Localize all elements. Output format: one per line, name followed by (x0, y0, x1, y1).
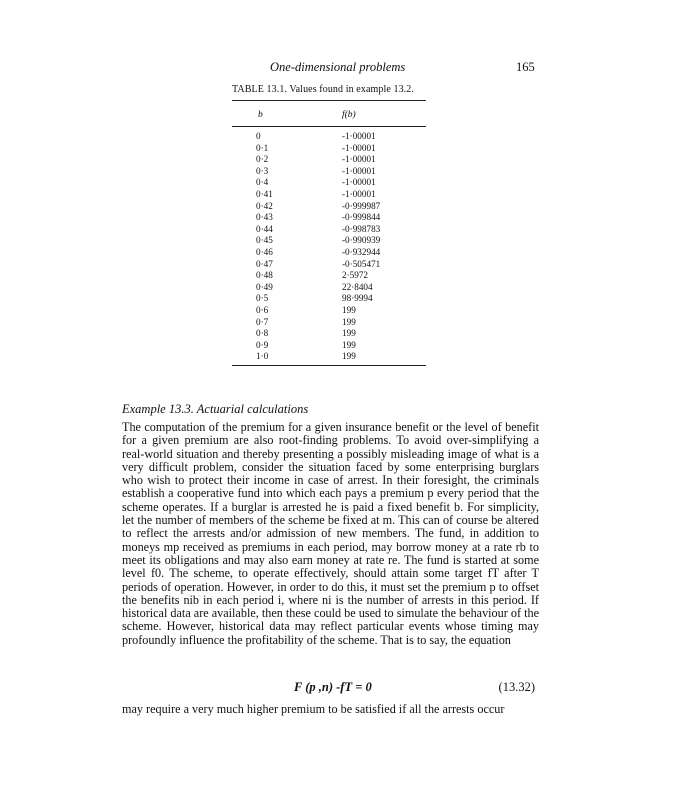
cell-b: 0·7 (256, 316, 269, 327)
table-row (232, 293, 426, 305)
cell-fb: 199 (342, 339, 356, 350)
cell-fb: -0·999987 (342, 200, 381, 211)
cell-b: 1·0 (256, 351, 269, 362)
col-header-b: b (258, 110, 263, 120)
cell-b: 0·4 (256, 177, 269, 188)
cell-fb: 199 (342, 328, 356, 339)
cell-fb: -1·00001 (342, 154, 376, 165)
cell-b: 0·8 (256, 328, 269, 339)
cell-b: 0·48 (256, 270, 273, 281)
closing-text: may require a very much higher premium to be satisfied if all the arrests occur (122, 702, 505, 716)
cell-fb: -0·998783 (342, 223, 381, 234)
table-row (232, 189, 426, 201)
cell-fb: -1·00001 (342, 165, 376, 176)
cell-b: 0·41 (256, 188, 273, 199)
cell-fb: -1·00001 (342, 188, 376, 199)
cell-b: 0·49 (256, 281, 273, 292)
cell-fb: -0·932944 (342, 246, 381, 257)
cell-fb: -1·00001 (342, 131, 376, 141)
table-caption: TABLE 13.1. Values found in example 13.2. (232, 84, 414, 95)
cell-fb: -1·00001 (342, 177, 376, 188)
cell-fb: 22·8404 (342, 281, 373, 292)
table-row (232, 351, 426, 363)
cell-fb: -0·999844 (342, 212, 381, 223)
cell-b: 0·1 (256, 142, 269, 153)
table-row (232, 247, 426, 259)
cell-b: 0·5 (256, 293, 269, 304)
cell-b: 0 (256, 131, 261, 141)
table-row (232, 224, 426, 236)
table-row (232, 282, 426, 294)
table-header (232, 101, 426, 126)
page-number: 165 (516, 60, 535, 74)
running-head (0, 60, 687, 78)
table-row (232, 317, 426, 329)
table-row (232, 154, 426, 166)
table-row (232, 305, 426, 317)
cell-b: 0·43 (256, 212, 273, 223)
table-row (232, 131, 426, 143)
table-row (232, 235, 426, 247)
cell-fb: 199 (342, 304, 356, 315)
table-row (232, 143, 426, 155)
cell-b: 0·45 (256, 235, 273, 246)
cell-b: 0·9 (256, 339, 269, 350)
equation-expression: F (p ,n) -fT = 0 (294, 680, 372, 694)
table-row (232, 201, 426, 213)
table-row (232, 166, 426, 178)
col-header-fb: f(b) (342, 110, 356, 120)
running-title: One-dimensional problems (270, 60, 406, 74)
cell-fb: 98·9994 (342, 293, 373, 304)
example-paragraph (122, 421, 539, 647)
table-bottom-rule (232, 365, 426, 366)
cell-fb: 199 (342, 316, 356, 327)
cell-b: 0·6 (256, 304, 269, 315)
equation-number: (13.32) (498, 680, 535, 694)
table-row (232, 259, 426, 271)
table-row (232, 340, 426, 352)
cell-fb: 199 (342, 351, 356, 362)
cell-fb: -1·00001 (342, 142, 376, 153)
table-row (232, 328, 426, 340)
table-row (232, 177, 426, 189)
example-title: Example 13.3. Actuarial calculations (122, 402, 309, 416)
cell-b: 0·47 (256, 258, 273, 269)
cell-fb: -0·990939 (342, 235, 381, 246)
cell-b: 0·46 (256, 246, 273, 257)
cell-fb: -0·505471 (342, 258, 381, 269)
cell-b: 0·3 (256, 165, 269, 176)
cell-b: 0·44 (256, 223, 273, 234)
cell-b: 0·2 (256, 154, 269, 165)
paragraph-text: The computation of the premium for a given insurance benefit or the level of benefit for a given premium are also root-finding problems. To avoid over-simplifying a real-world situation and thereby presenting a possibly misleading image of what is a very difficult problem, consider the situation faced by some enterprising burglars who wish to protect their income in case of arrest. In their foresight, the criminals establish a cooperative fund into which each pays a premium p every period that the scheme operates. If a burglar is arrested he is paid a fixed benefit b. For simplicity, let the number of members of the scheme be fixed at m. This can of course be altered to reflect the arrests and/or admission of new members. The fund, in addition to moneys mp received as premiums in each period, may borrow money at a rate rb to meet its obligations and may also earn money at rate re. The fund is started at some level f0. The scheme, to operate effectively, should attain some target fT after T periods of operation. However, in order to do this, it must set the premium p to offset the benefits nib in each period i, where ni is the number of arrests in this period. If historical data are available, then these could be used to simulate the behaviour of the scheme. However, historical data may reflect particular events whose timing may profoundly influence the profitability of the scheme. That is to say, the equation (122, 420, 539, 647)
table-body (232, 127, 426, 365)
table-row (232, 212, 426, 224)
table-row (232, 270, 426, 282)
values-table (232, 100, 426, 366)
equation (122, 680, 539, 696)
cell-fb: 2·5972 (342, 270, 369, 281)
cell-b: 0·42 (256, 200, 273, 211)
